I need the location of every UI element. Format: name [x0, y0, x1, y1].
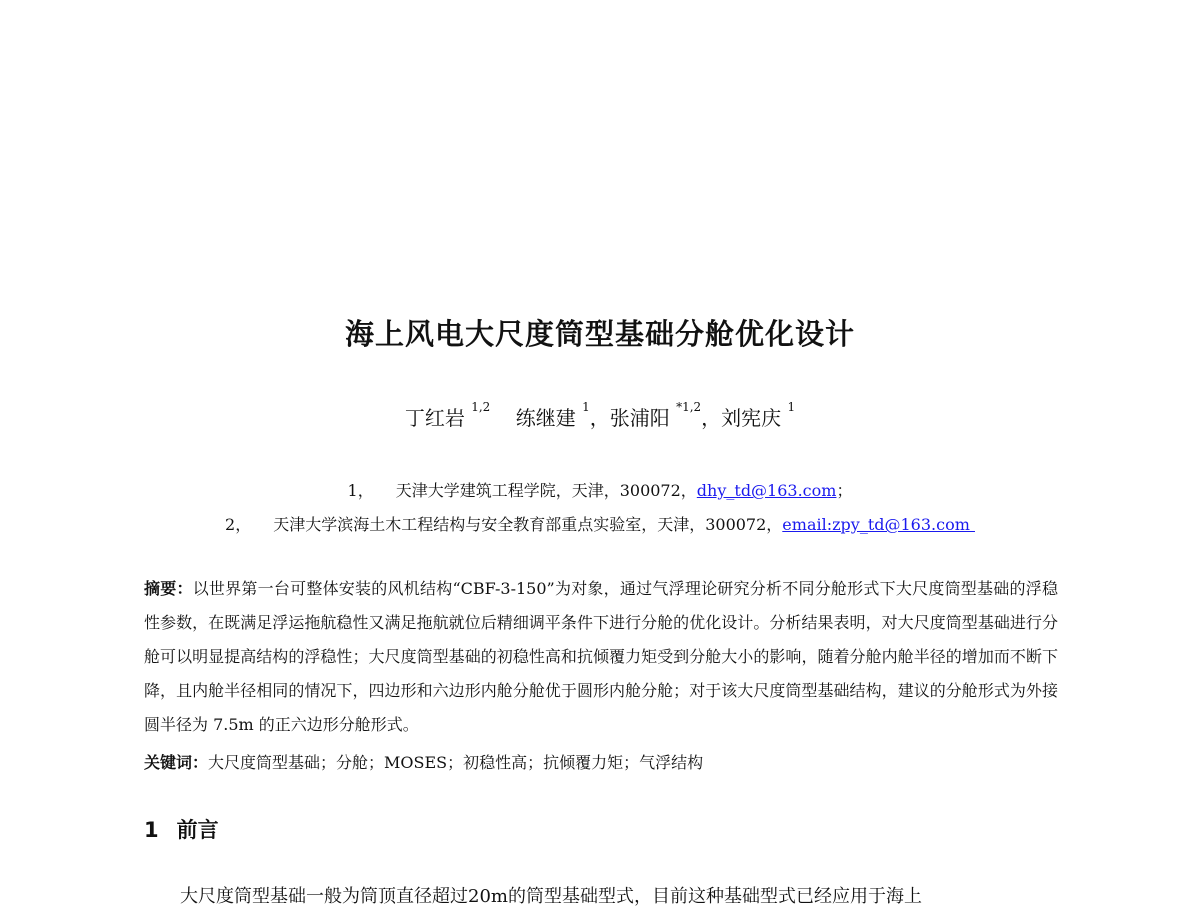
keywords-text: 大尺度筒型基础；分舱；MOSES；初稳性高；抗倾覆力矩；气浮结构 — [208, 753, 704, 772]
author-affiliation-mark: *1,2 — [676, 400, 702, 414]
abstract-label: 摘要： — [144, 579, 193, 598]
author-affiliation-mark: 1,2 — [471, 400, 491, 414]
affiliation-2 — [0, 512, 1200, 535]
section-number: 1 — [144, 818, 159, 842]
author-name: 丁红岩 — [404, 406, 465, 430]
author-separator: ， — [701, 406, 722, 430]
section-heading — [144, 814, 219, 844]
affiliation-number: 2， — [225, 515, 252, 534]
author-name: 刘宪庆 — [721, 406, 782, 430]
affiliation-1 — [0, 478, 1200, 501]
abstract-paragraph — [144, 572, 1058, 742]
author-list — [0, 402, 1200, 431]
email-link[interactable]: dhy_td@163.com — [696, 481, 837, 500]
affiliation-tail: ； — [836, 481, 853, 500]
author-affiliation-mark: 1 — [787, 400, 796, 414]
affiliation-text: 天津大学建筑工程学院，天津，300072， — [395, 481, 697, 500]
author-name: 张浦阳 — [609, 406, 670, 430]
keywords-line — [144, 746, 1058, 780]
author-affiliation-mark: 1 — [582, 400, 590, 414]
author-separator: ， — [589, 406, 610, 430]
author-separator — [497, 406, 510, 430]
affiliation-number: 1， — [347, 481, 374, 500]
author-name: 练继建 — [515, 406, 576, 430]
email-link[interactable]: email:zpy_td@163.com — [782, 515, 975, 534]
section-title: 前言 — [176, 818, 219, 842]
affiliation-text: 天津大学滨海土木工程结构与安全教育部重点实验室，天津，300072， — [273, 515, 783, 534]
body-paragraph: 大尺度筒型基础一般为筒顶直径超过20m的筒型基础型式，目前这种基础型式已经应用于海上 — [180, 886, 922, 907]
paper-title: 海上风电大尺度筒型基础分舱优化设计 — [344, 317, 855, 351]
abstract-text: 以世界第一台可整体安装的风机结构“CBF-3-150”为对象，通过气浮理论研究分析不同分舱形式下大尺度筒型基础的浮稳性参数，在既满足浮运拖航稳性又满足拖航就位后精细调平条件下进行分舱的优化设计。分析结果表明，对大尺度筒型基础进行分舱可以明显提高结构的浮稳性；大尺度筒型基础的初稳性高和抗倾覆力矩受到分舱大小的影响，随着分舱内舱半径的增加而不断下降，且内舱半径相同的情况下，四边形和六边形内舱分舱优于圆形内舱分舱；对于该大尺度筒型基础结构，建议的分舱形式为外接圆半径为 7.5m 的正六边形分舱形式。 — [144, 579, 1058, 734]
keywords-label: 关键词： — [144, 753, 209, 772]
